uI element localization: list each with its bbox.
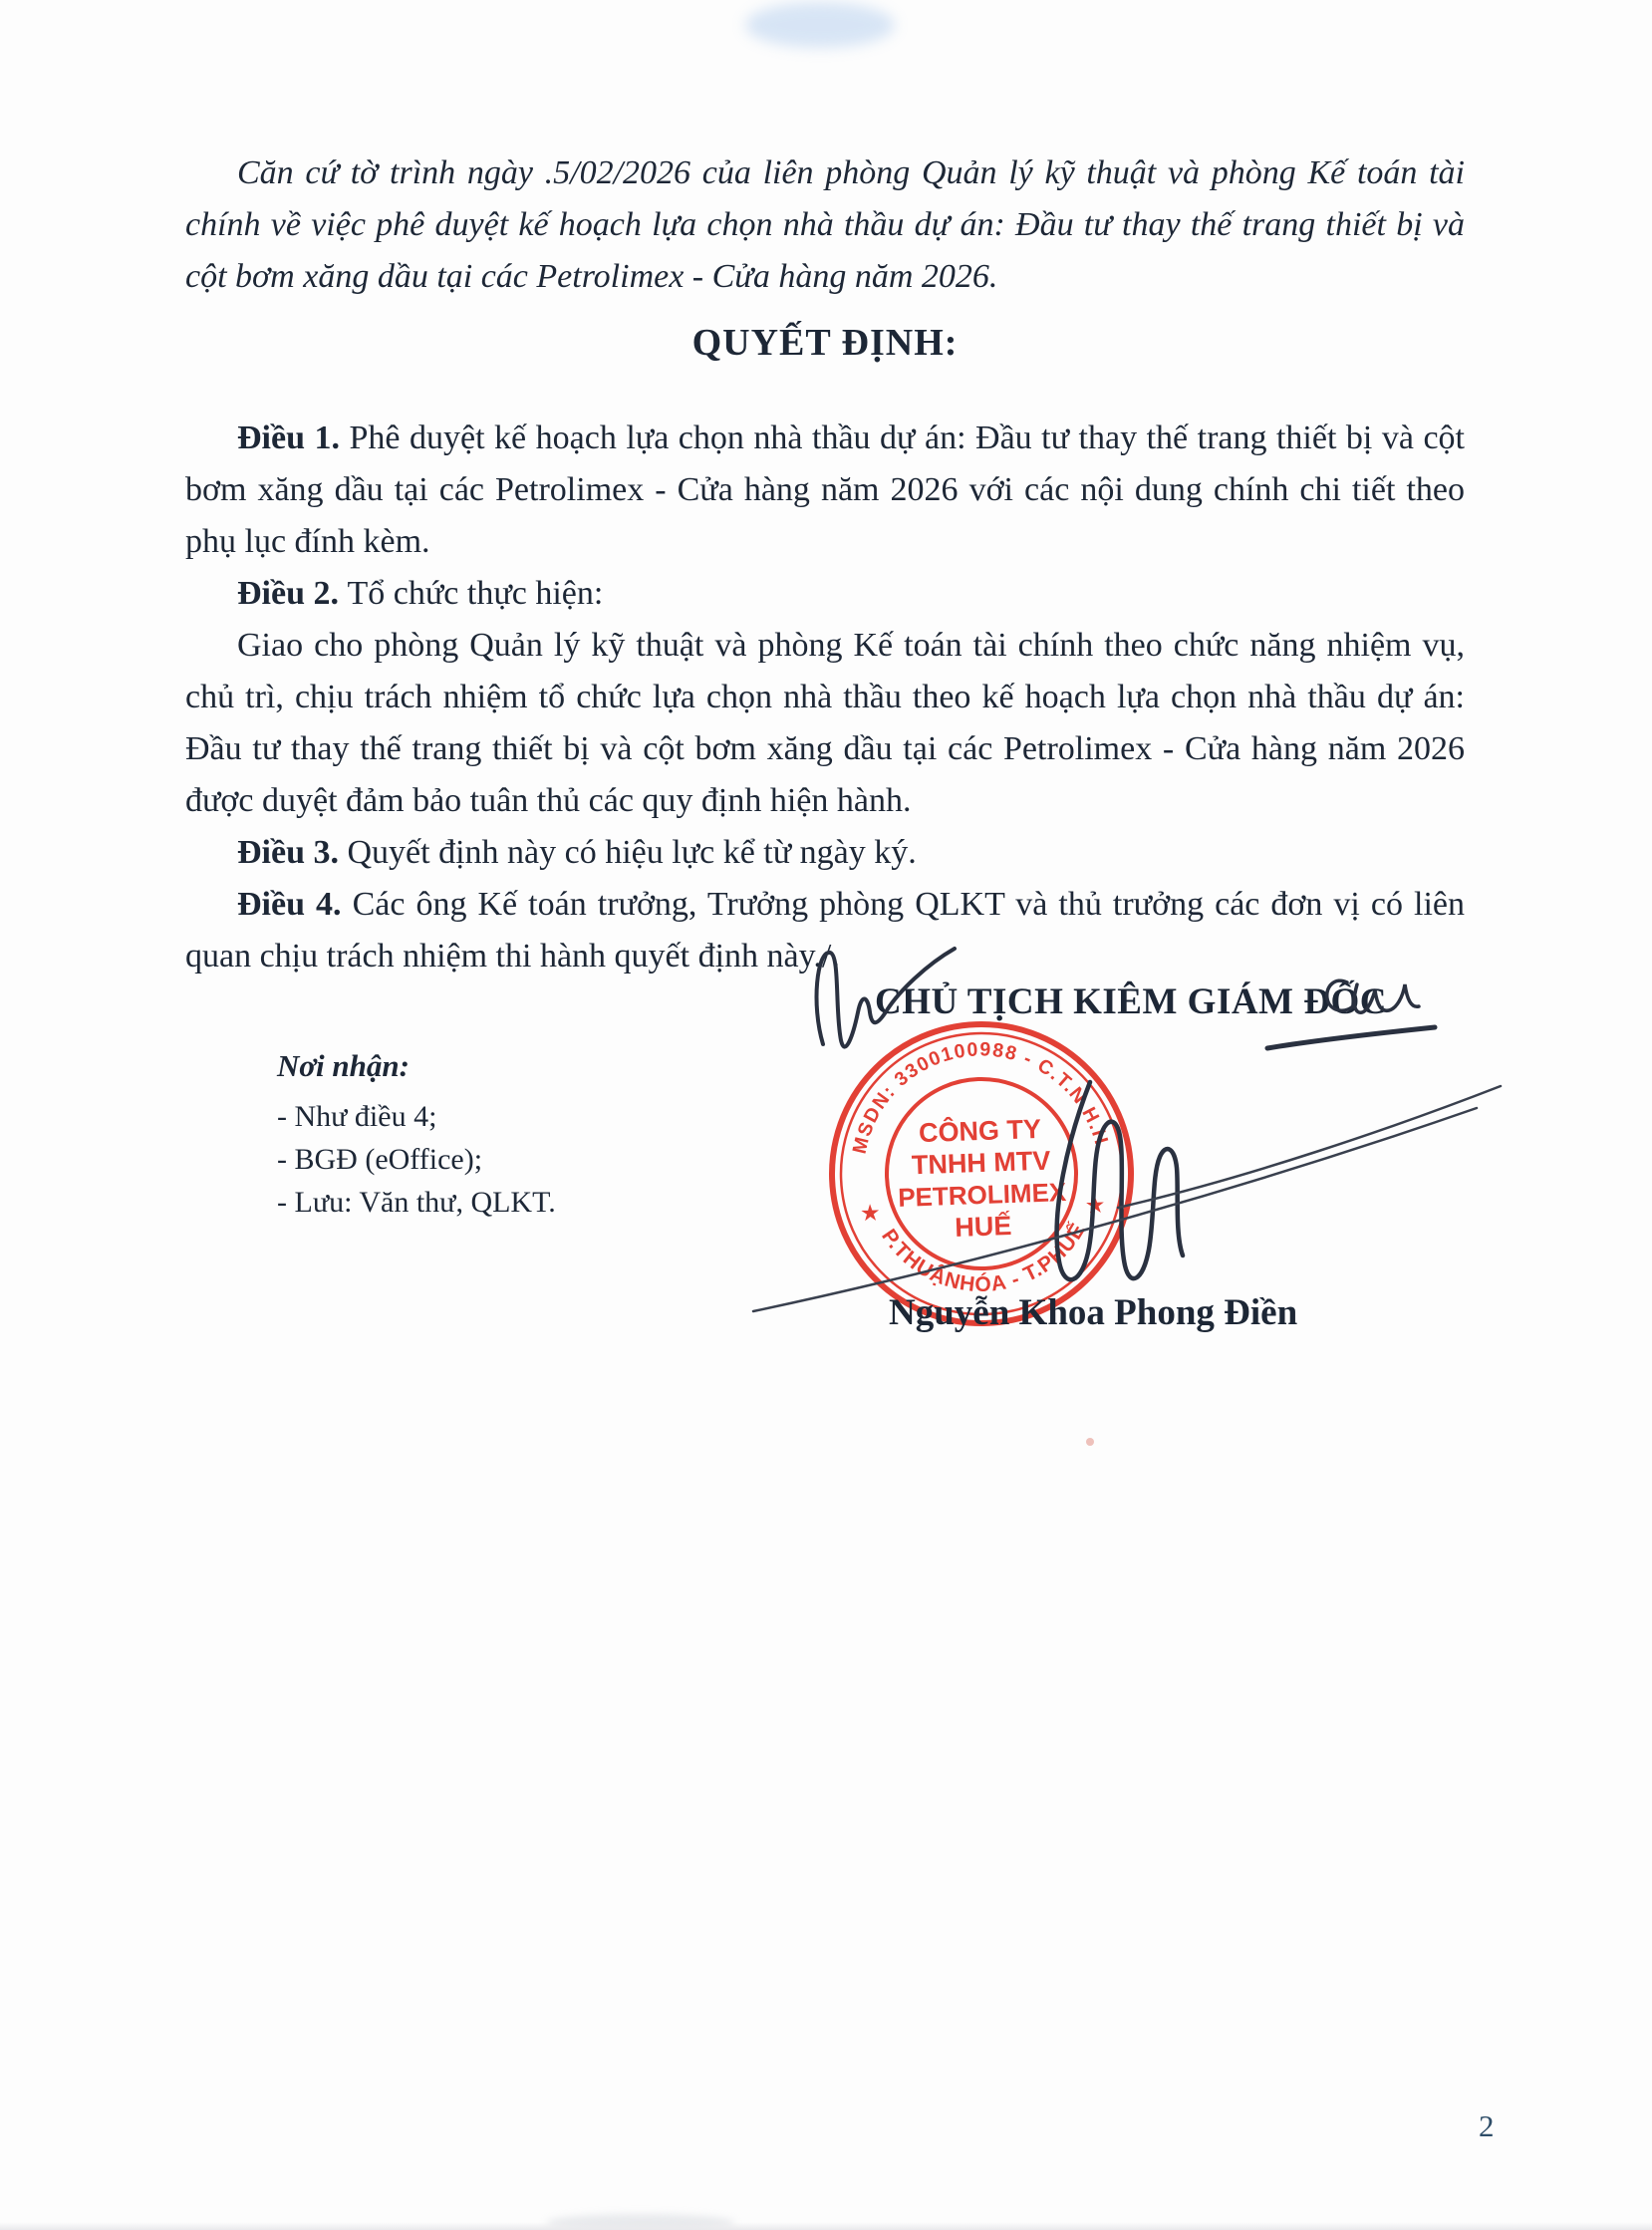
article-4-label: Điều 4. <box>237 886 353 923</box>
article-4-text: Các ông Kế toán trưởng, Trưởng phòng QLKT và thủ trưởng các đơn vị có liên quan chịu trách nhiệm thi hành quyết định này./. <box>185 886 1466 975</box>
document-body <box>185 147 1465 982</box>
stamp-star-left: ★ <box>860 1202 880 1226</box>
article-2-text: Tổ chức thực hiện: <box>347 575 604 612</box>
recipient-item: - Lưu: Văn thư, QLKT. <box>277 1186 556 1219</box>
article-2 <box>185 568 1465 620</box>
article-2-label: Điều 2. <box>237 575 348 612</box>
recipients-block <box>277 1044 556 1224</box>
recipient-item: - BGĐ (eOffice); <box>277 1143 483 1176</box>
stamp-line-4: HUẾ <box>954 1210 1012 1243</box>
stamp-star-right: ★ <box>1085 1194 1105 1218</box>
article-2-body <box>185 620 1465 827</box>
signature-underline <box>1267 1027 1435 1048</box>
article-3 <box>185 827 1465 879</box>
article-1-label: Điều 1. <box>237 419 350 456</box>
article-3-label: Điều 3. <box>237 834 348 871</box>
scan-artifact-top <box>745 2 895 48</box>
stamp-line-1: CÔNG TY <box>918 1113 1042 1149</box>
scan-edge <box>0 2222 1652 2230</box>
stamp-line-3: PETROLIMEX <box>897 1177 1067 1213</box>
stamp-arc-bottom-text: P.THUẬNHÓA - T.PHUẾ <box>877 1219 1091 1297</box>
decision-heading: QUYẾT ĐỊNH: <box>691 322 959 364</box>
signer-name: Nguyễn Khoa Phong Điền <box>889 1292 1298 1333</box>
page-number: 2 <box>1479 2108 1495 2143</box>
article-4 <box>185 879 1465 982</box>
signature-long-stroke-upper <box>1118 1086 1501 1208</box>
preamble-paragraph <box>185 147 1465 303</box>
signer-title: CHỦ TỊCH KIÊM GIÁM ĐỐC <box>875 981 1387 1022</box>
scan-artifact-dot <box>1086 1438 1094 1446</box>
stamp-line-2: TNHH MTV <box>911 1145 1051 1181</box>
article-3-text: Quyết định này có hiệu lực kể từ ngày ký. <box>347 834 917 871</box>
article-2-body-text: Giao cho phòng Quản lý kỹ thuật và phòng Kế toán tài chính theo chức năng nhiệm vụ, chủ trì, chịu trách nhiệm tổ chức lựa chọn nhà thầu theo kế hoạch lựa chọn nhà thầu dự án: Đầu tư thay thế trang thiết bị và cột bơm xăng dầu tại các Petrolimex - Cửa hàng năm 2026 được duyệt đảm bảo tuân thủ các quy định hiện hành. <box>185 627 1465 819</box>
article-1 <box>185 413 1465 568</box>
recipient-item: - Như điều 4; <box>277 1100 437 1133</box>
preamble-text: Căn cứ tờ trình ngày .5/02/2026 của liên phòng Quản lý kỹ thuật và phòng Kế toán tài chính về việc phê duyệt kế hoạch lựa chọn nhà thầu dự án: Đầu tư thay thế trang thiết bị và cột bơm xăng dầu tại các Petrolimex - Cửa hàng năm 2026. <box>185 154 1465 295</box>
article-1-text: Phê duyệt kế hoạch lựa chọn nhà thầu dự án: Đầu tư thay thế trang thiết bị và cột bơm xăng dầu tại các Petrolimex - Cửa hàng năm 2026 với các nội dung chính chi tiết theo phụ lục đính kèm. <box>185 419 1465 560</box>
recipients-heading: Nơi nhận: <box>277 1048 410 1083</box>
stamp-arc-top-text: MSDN: 3300100988 - C.T.N.H.H <box>848 1038 1113 1157</box>
